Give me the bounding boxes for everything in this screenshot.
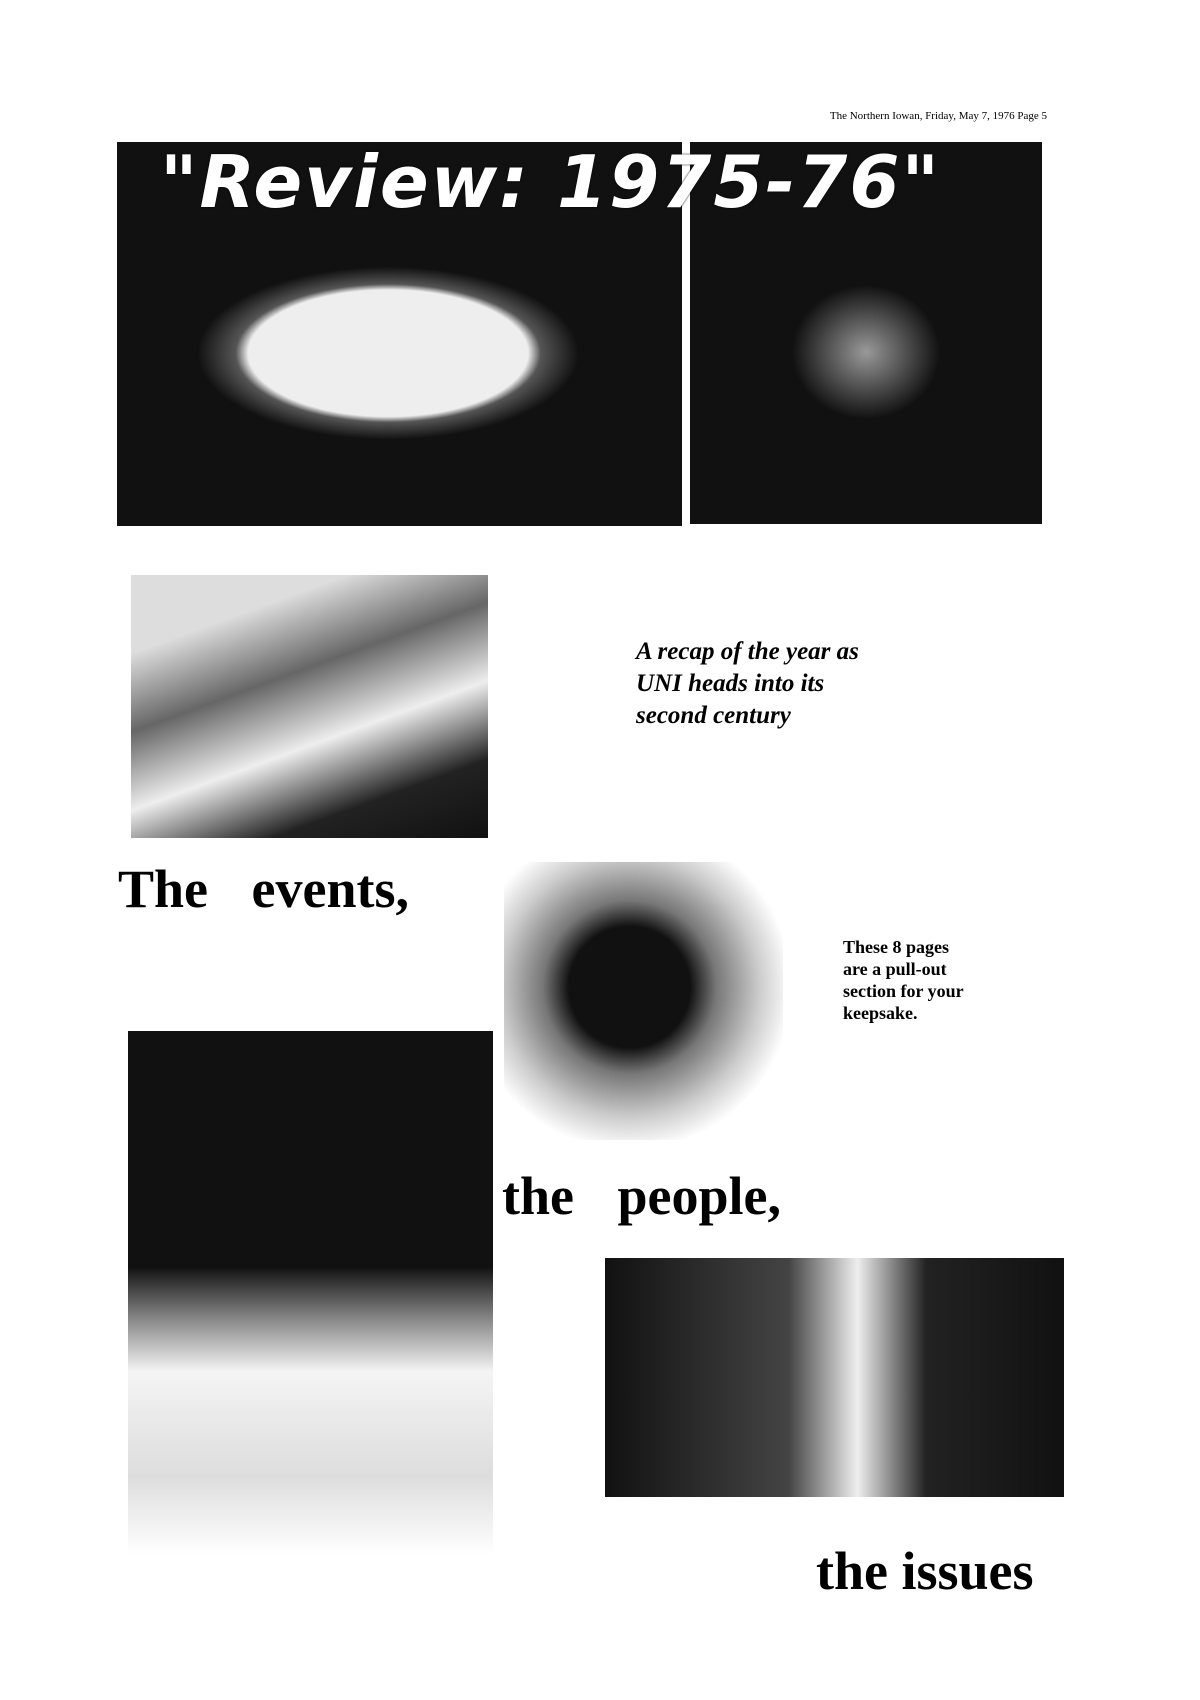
headline-issues: the issues [816,1541,1034,1601]
pullout-line: section for your [843,981,964,1001]
pullout-line: These 8 pages [843,937,950,957]
recap-line: UNI heads into its [636,670,825,697]
page-title: "Review: 1975-76" [160,140,941,224]
pullout-line: keepsake. [843,1003,918,1023]
photo-dining-hall [131,575,488,838]
photo-construction-site [128,1031,493,1555]
headline-events: The events, [118,859,409,919]
page-folio: The Northern Iowan, Friday, May 7, 1976 Page 5 [829,110,1047,122]
headline-people: the people, [502,1166,781,1226]
pullout-line: are a pull-out [843,959,947,979]
photo-masked-person [504,862,783,1140]
photo-speaker [605,1258,1064,1497]
recap-line: second century [636,702,791,729]
pullout-note [843,936,1023,1024]
recap-line: A recap of the year as [636,638,859,665]
recap-subtitle [636,636,956,732]
